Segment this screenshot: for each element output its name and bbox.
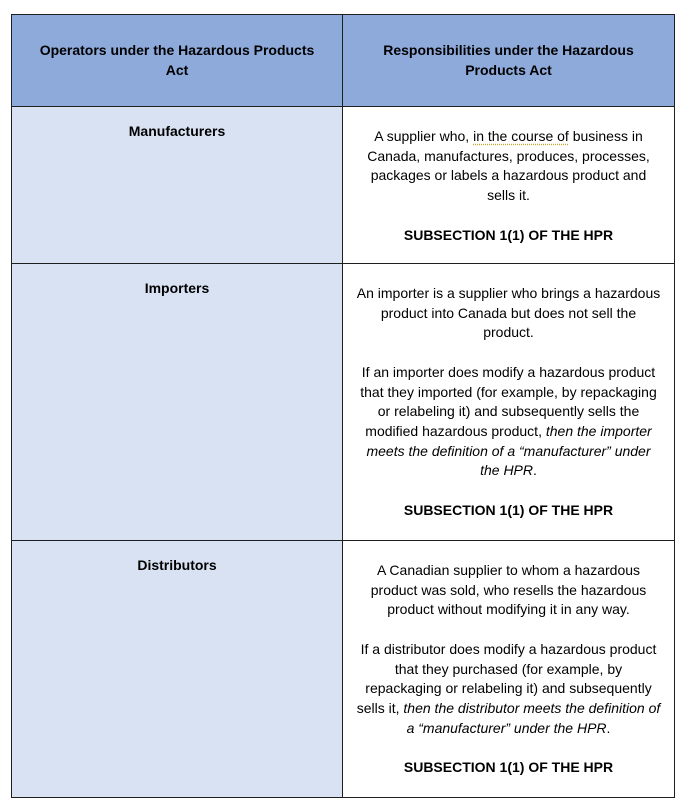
responsibility-content — [343, 264, 674, 520]
reference-text: SUBSECTION 1(1) OF THE HPR — [403, 226, 614, 243]
responsibility-paragraph: An importer is a supplier who brings a hazardous product into Canada but does not sell the product. — [356, 285, 661, 341]
responsibility-cell — [343, 264, 675, 541]
responsibility-paragraph — [355, 363, 662, 481]
table-row-distributors — [12, 541, 675, 798]
operator-cell — [12, 264, 343, 541]
hpa-operators-table — [11, 14, 675, 798]
header-responsibilities — [343, 15, 675, 107]
grammar-flagged-text: in the course of — [473, 128, 569, 144]
paragraph-text: If a distributor does modify a hazardous product that they purchased (for example, by repackaging or relabeling it) and subsequently sells it, — [356, 640, 657, 716]
table-body — [12, 107, 675, 798]
header-row — [12, 15, 675, 107]
table-row-manufacturers — [12, 107, 675, 264]
responsibility-paragraph — [355, 640, 662, 739]
header-operators-text: Operators under the Hazardous Products Act — [39, 41, 315, 78]
paragraph-text: A supplier who, — [374, 128, 474, 144]
operator-name: Importers — [144, 280, 210, 296]
responsibility-paragraph: A Canadian supplier to whom a hazardous product was sold, who resells the hazardous product without modifying it in any way. — [370, 562, 647, 618]
responsibility-content — [343, 541, 674, 778]
operator-cell — [12, 541, 343, 798]
paragraph-text: business in Canada, manufactures, produces, processes, packages or labels a hazardous product and sells it. — [367, 128, 650, 204]
responsibility-cell — [343, 107, 675, 264]
operator-cell — [12, 107, 343, 264]
responsibility-content — [343, 107, 674, 245]
table-row-importers — [12, 264, 675, 541]
paragraph-italic-text: then the distributor meets the definition of a “manufacturer” under the HPR — [403, 699, 661, 736]
reference-text: SUBSECTION 1(1) OF THE HPR — [403, 759, 614, 775]
paragraph-text: . — [606, 719, 611, 736]
table-header — [12, 15, 675, 107]
paragraph-text: . — [533, 462, 537, 479]
header-operators — [12, 15, 343, 107]
header-responsibilities-text: Responsibilities under the Hazardous Products Act — [383, 41, 634, 78]
responsibility-cell — [343, 541, 675, 798]
operator-name: Manufacturers — [128, 123, 226, 139]
operator-name: Distributors — [137, 557, 217, 573]
paragraph-italic-text: then the importer meets the definition of a “manufacturer” under the HPR — [366, 422, 652, 479]
responsibility-paragraph — [355, 127, 662, 206]
reference-text: SUBSECTION 1(1) OF THE HPR — [403, 501, 614, 518]
paragraph-text: If an importer does modify a hazardous product that they imported (for example, by repackaging or relabeling it) and subsequently sells the modified hazardous product, — [360, 363, 657, 439]
